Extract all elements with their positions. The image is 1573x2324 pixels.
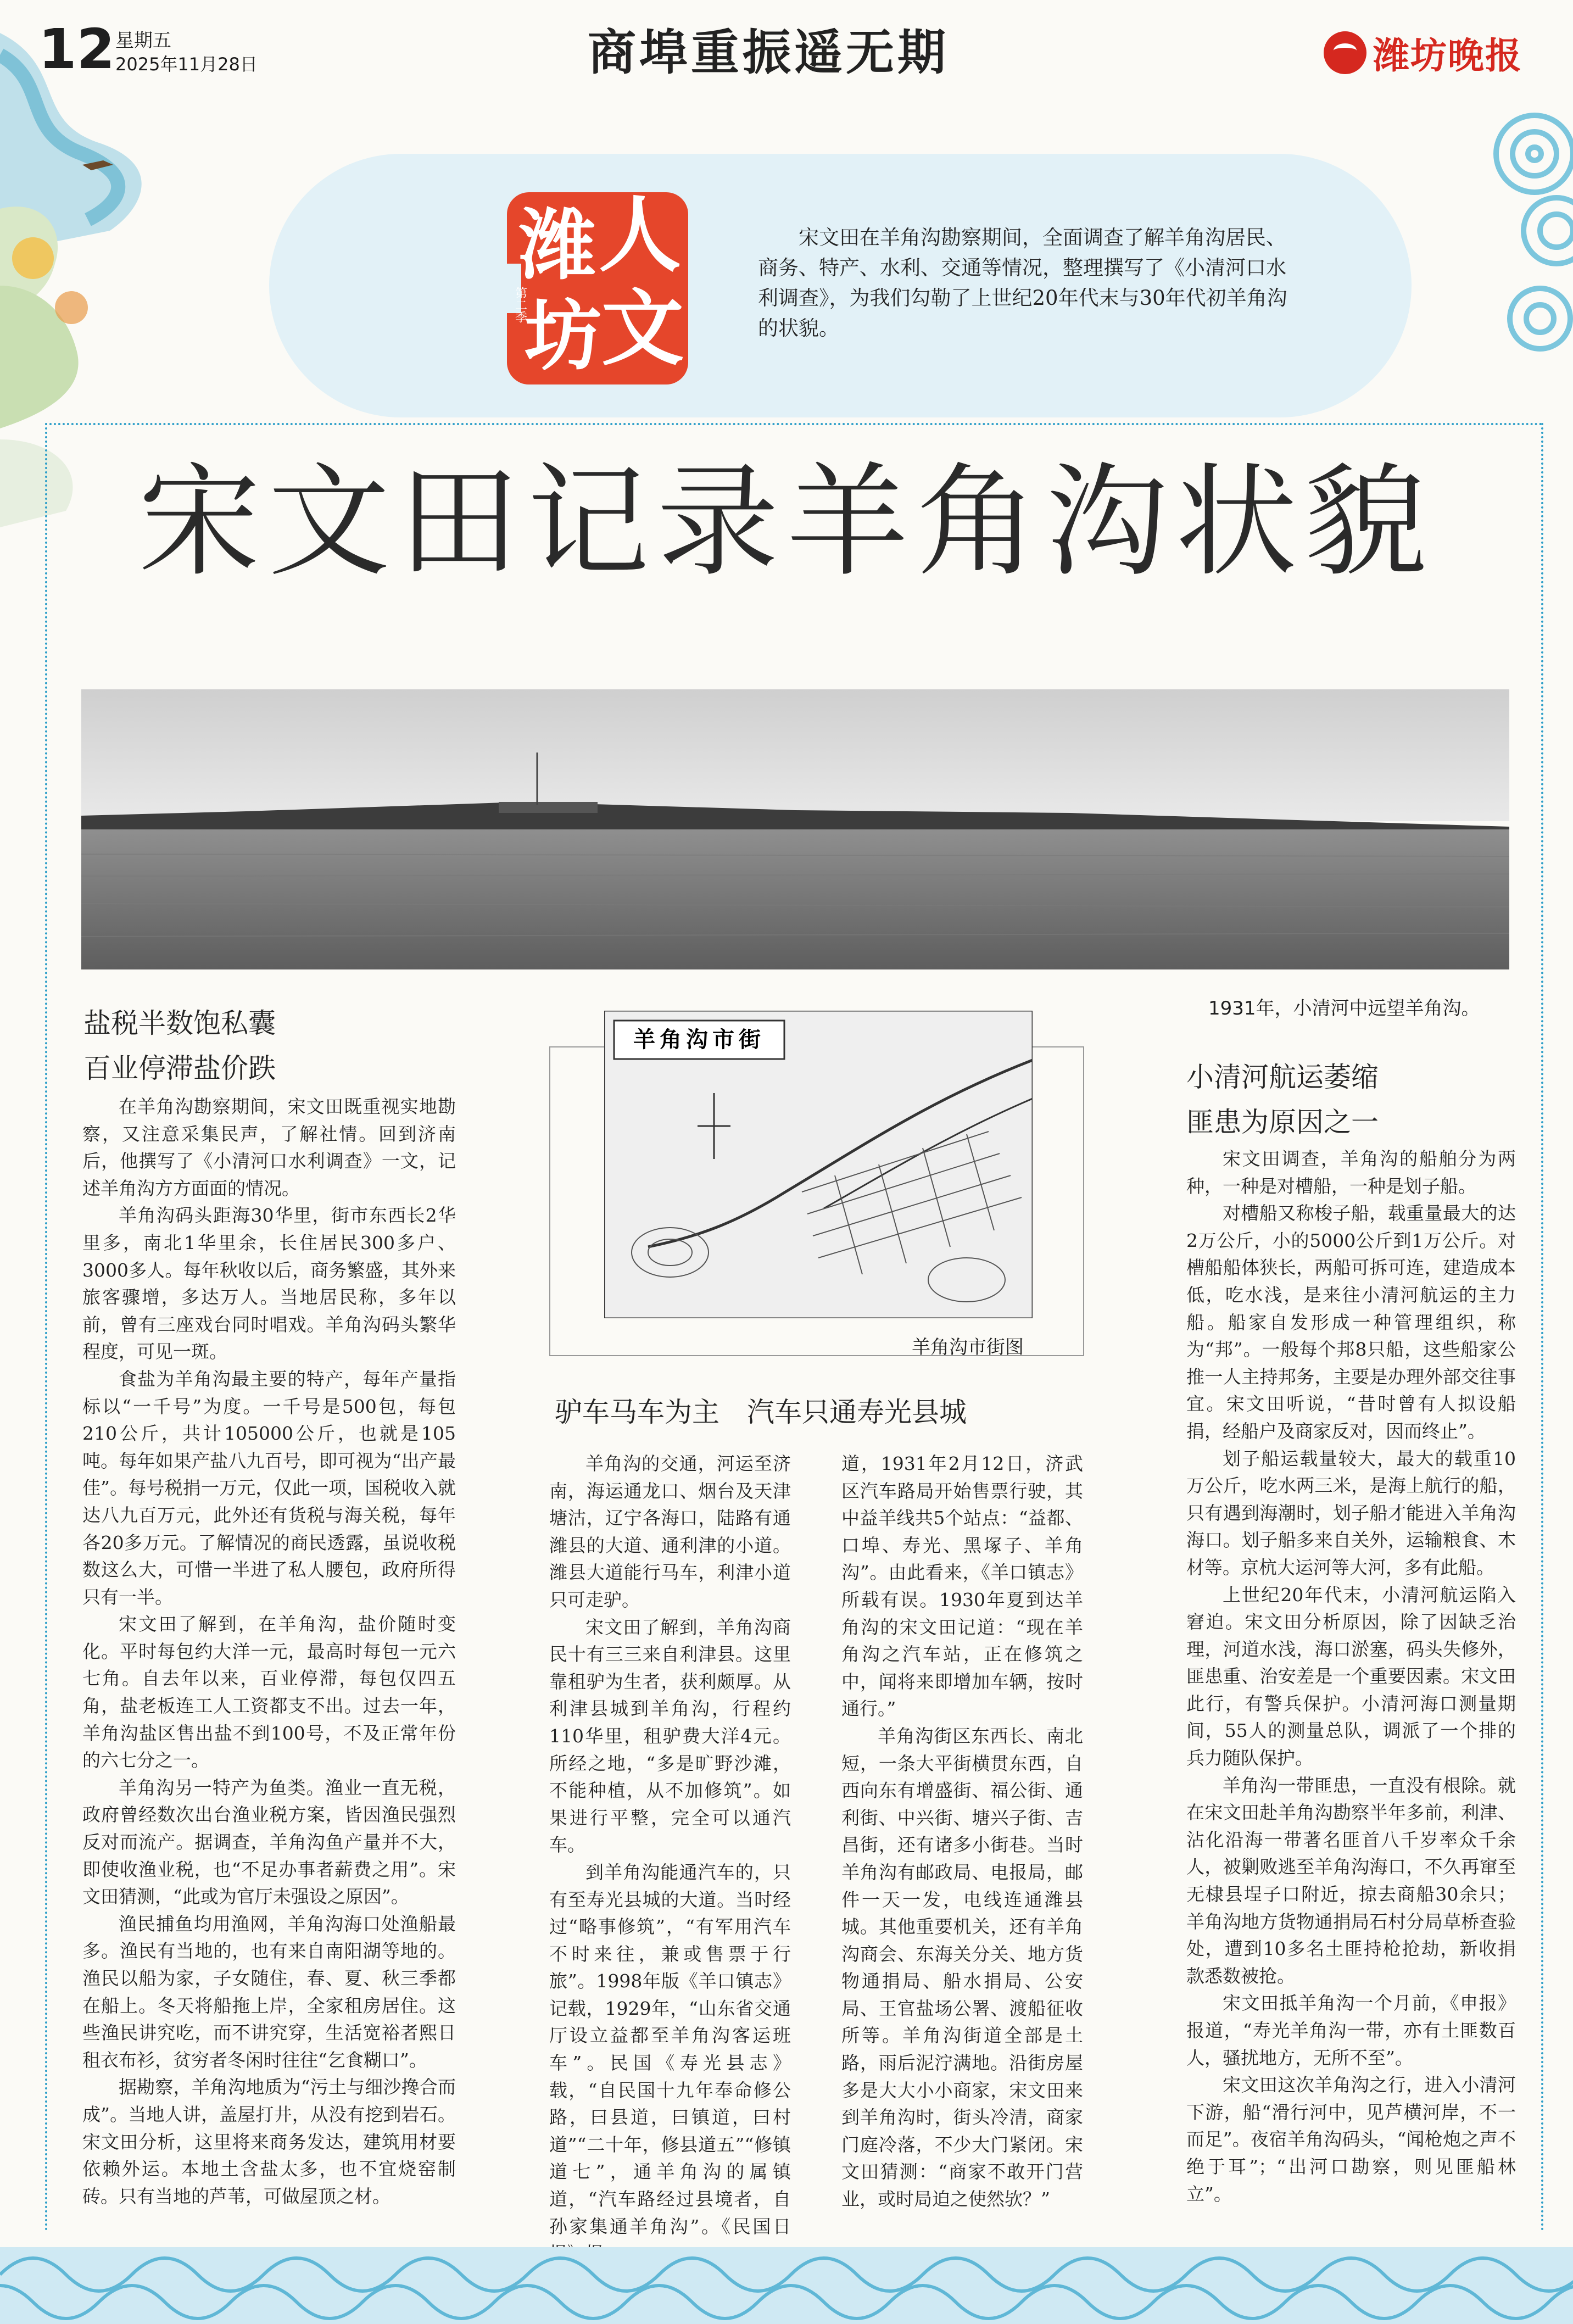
section1-heading-line1: 盐税半数饱私囊	[83, 1007, 276, 1039]
paragraph: 上世纪20年代末，小清河航运陷入窘迫。宋文田分析原因，除了因缺乏治理，河道水浅，海口淤塞，码头失修外，匪患重、治安差是一个重要因素。宋文田此行，有警兵保护。小清河海口测量期间，55人的测量总队，调派了一个排的兵力随队保护。	[1186, 1584, 1516, 1769]
section3-heading-line2: 匪患为原因之一	[1186, 1106, 1379, 1138]
section3-heading	[1186, 1055, 1379, 1145]
newspaper-logo-icon	[1324, 31, 1366, 74]
paragraph: 羊角沟码头距海30华里，街市东西长2华里多，南北1华里余，长住居民300多户、3000多人。每年秋收以后，商务繁盛，其外来旅客骤增，多达万人。当地居民称，多年以前，曾有三座戏台同时唱戏。羊角沟码头繁华程度，可见一斑。	[82, 1205, 456, 1363]
section1-heading	[83, 1001, 276, 1091]
photo-caption: 1931年，小清河中远望羊角沟。	[1208, 997, 1480, 1019]
paragraph: 宋文田了解到，在羊角沟，盐价随时变化。平时每包约大洋一元，最高时每包一元六七角。自去年以来，百业停滞，每包仅四五角，盐老板连工人工资都支不出。过去一年，羊角沟盐区售出盐不到100号，不及正常年份的六七分之一。	[82, 1613, 456, 1771]
paragraph: 据勘察，羊角沟地质为“污土与细沙搀合而成”。当地人讲，盖屋打井，从没有挖到岩石。宋文田分析，这里将来商务发达，建筑用材要依赖外运。本地土含盐太多，也不宜烧窑制砖。只有当地的芦苇，可做屋顶之材。	[82, 2076, 456, 2207]
seal-char-2: 人	[598, 188, 682, 283]
wave-border	[0, 2231, 1573, 2324]
column-seal	[492, 181, 706, 395]
section2-body-left	[549, 1450, 791, 2267]
headline: 宋文田记录羊角沟状貌	[138, 452, 1435, 593]
paragraph: 羊角沟一带匪患，一直没有根除。就在宋文田赴羊角沟勘察半年多前，利津、沾化沿海一带著名匪首八千岁率众千余人，被剿败逃至羊角沟海口，不久再窜至无棣县埕子口附近，掠去商船30余只；羊角沟地方货物通捐局石村分局草桥查验处，遭到10多名土匪持枪抢劫，新收捐款悉数被抢。	[1186, 1774, 1516, 1987]
section3-body	[1186, 1145, 1516, 2208]
intro-text: 宋文田在羊角沟勘察期间，全面调查了解羊角沟居民、商务、特产、水利、交通等情况，整理撰写了《小清河口水利调查》，为我们勾勒了上世纪20年代末与30年代初羊角沟的状貌。	[758, 226, 1287, 340]
street-map	[604, 1011, 1033, 1318]
issue-date: 2025年11月28日	[115, 54, 258, 75]
seal-char-3: 坊	[524, 292, 602, 381]
paragraph: 宋文田这次羊角沟之行，进入小清河下游，船“滑行河中，见芦横河岸，不一而足”。夜宿羊角沟码头，“闻枪炮之声不绝于耳”；“出河口勘察，则见匪船林立”。	[1186, 2074, 1516, 2205]
masthead	[1324, 26, 1522, 79]
section3-heading-line1: 小清河航运萎缩	[1186, 1061, 1379, 1093]
cloud-ornament	[1441, 88, 1573, 395]
paragraph: 对槽船又称梭子船，载重量最大的达2万公斤，小的5000公斤到1万公斤。对槽船船体狭长，两船可拆可连，建造成本低，吃水浅，是来往小清河航运的主力船。船家自发形成一种管理组织，称为“邦”。一般每个邦8只船，这些船家公推一人主持邦务，主要是办理外部交往事宜。宋文田听说，“昔时曾有人拟设船捐，经船户及商家反对，因而终止”。	[1186, 1202, 1516, 1442]
seal-season: 第二季	[513, 287, 527, 323]
page-number: 12	[38, 17, 115, 81]
map-title: 羊角沟市街	[633, 1027, 765, 1052]
paragraph: 宋文田了解到，羊角沟商民十有三三来自利津县。这里靠租驴为生者，获利颇厚。从利津县城到羊角沟，行程约110华里，租驴费大洋4元。所经之地，“多是旷野沙滩，不能种植，从不加修筑”。如果进行平整，完全可以通汽车。	[549, 1616, 791, 1856]
paragraph: 到羊角沟能通汽车的，只有至寿光县城的大道。当时经过“略事修筑”，“有军用汽车不时来往，兼或售票于行旅”。1998年版《羊口镇志》记载，1929年，“山东省交通厅设立益都至羊角沟客运班车”。民国《寿光县志》载，“自民国十九年奉命修公路，曰县道，曰镇道，曰村道”“二十年，修县道五”“修镇道七”，通羊角沟的属镇道，“汽车路经过县境者，自孙家集通羊角沟”。《民国日	[549, 1861, 791, 2237]
paragraph: 羊角沟街区东西长、南北短，一条大平街横贯东西，自西向东有增盛街、福公街、通利街、中兴街、塘兴子街、吉昌街，还有诸多小街巷。当时羊角沟有邮政局、电报局，邮件一天一发，电线连通潍县城。其他重要机关，还有羊角沟商会、东海关分关、地方货物通捐局、船水捐局、公安局、王官盐场公署、渡船征收所等。羊角沟街道全部是土路，雨后泥泞满地。沿街房屋多是大大小小商家，宋文田来到羊角沟时，街头冷清，商家门庭冷落，不少大门紧闭。宋文田猜测：“商家不敢开门营业，或时局迫之使然欤？”	[841, 1725, 1083, 2210]
section1-heading-line2: 百业停滞盐价跌	[83, 1052, 276, 1084]
weekday: 星期五	[115, 30, 171, 52]
section1-body	[82, 1093, 456, 2210]
seal-char-4: 文	[601, 281, 684, 377]
paragraph: 宋文田抵羊角沟一个月前，《申报》报道，“寿光羊角沟一带，亦有土匪数百人，骚扰地方，无所不至”。	[1186, 1992, 1516, 2069]
paragraph: 羊角沟的交通，河运至济南，海运通龙口、烟台及天津塘沽，辽宁各海口，陆路有通潍县的大道、通利津的小道。潍县大道能行马车，利津小道只可走驴。	[549, 1453, 791, 1610]
newspaper-name: 潍坊晚报	[1373, 35, 1522, 77]
seal-char-1: 潍	[518, 201, 596, 291]
paragraph: 宋文田调查，羊角沟的船舶分为两种，一种是对槽船，一种是划子船。	[1186, 1148, 1516, 1197]
paragraph: 在羊角沟勘察期间，宋文田既重视实地勘察，又注意采集民声，了解社情。回到济南后，他撰写了《小清河口水利调查》一文，记述羊角沟方方面面的情况。	[82, 1096, 456, 1199]
section2-heading: 驴车马车为主 汽车只通寿光县城	[555, 1396, 967, 1428]
section2-body-right	[841, 1450, 1083, 2213]
paragraph-continued: 道，1931年2月12日，济武区汽车路局开始售票行驶，其中益羊线共5个站点：“益都、口埠、寿光、黑塚子、羊角沟”。由此看来，《羊口镇志》所载有误。1930年夏到达羊角沟的宋文田记道：“现在羊角沟之汽车站，正在修筑之中，闻将来即增加车辆，按时通行。”	[841, 1453, 1083, 1720]
section-title: 商埠重振遥无期	[588, 24, 950, 81]
paragraph: 渔民捕鱼均用渔网，羊角沟海口处渔船最多。渔民有当地的，也有来自南阳湖等地的。渔民以船为家，子女随住，春、夏、秋三季都在船上。冬天将船拖上岸，全家租房居住。这些渔民讲究吃，而不讲究穿，生活宽裕者熙日租衣布衫，贫穷者冬闲时往往“乞食糊口”。	[82, 1913, 456, 2071]
paragraph: 食盐为羊角沟最主要的特产，每年产量指标以“一千号”为度。一千号是500包，每包210公斤，共计105000公斤，也就是105吨。每年如果产盐八九百号，即可视为“出产最佳”。每号税捐一万元，仅此一项，国税收入就达八九百万元，此外还有货税与海关税，每年各20多万元。了解情况的商民透露，虽说收税数这么大，可惜一半进了私人腰包，政府所得只有一半。	[82, 1368, 456, 1608]
paragraph: 划子船运载量较大，最大的载重10万公斤，吃水两三米，是海上航行的船，只有遇到海潮时，划子船才能进入羊角沟海口。划子船多来自关外，运输粮食、木材等。京杭大运河等大河，多有此船。	[1186, 1447, 1516, 1578]
river-photo	[81, 689, 1509, 969]
paragraph: 羊角沟另一特产为鱼类。渔业一直无税，政府曾经数次出台渔业税方案，皆因渔民强烈反对而流产。据调查，羊角沟鱼产量并不大，即使收渔业税，也“不足办事者薪费之用”。宋文田猜测，“此或为官厅未强设之原因”。	[82, 1776, 456, 1908]
map-caption: 羊角沟市街图	[912, 1336, 1024, 1358]
